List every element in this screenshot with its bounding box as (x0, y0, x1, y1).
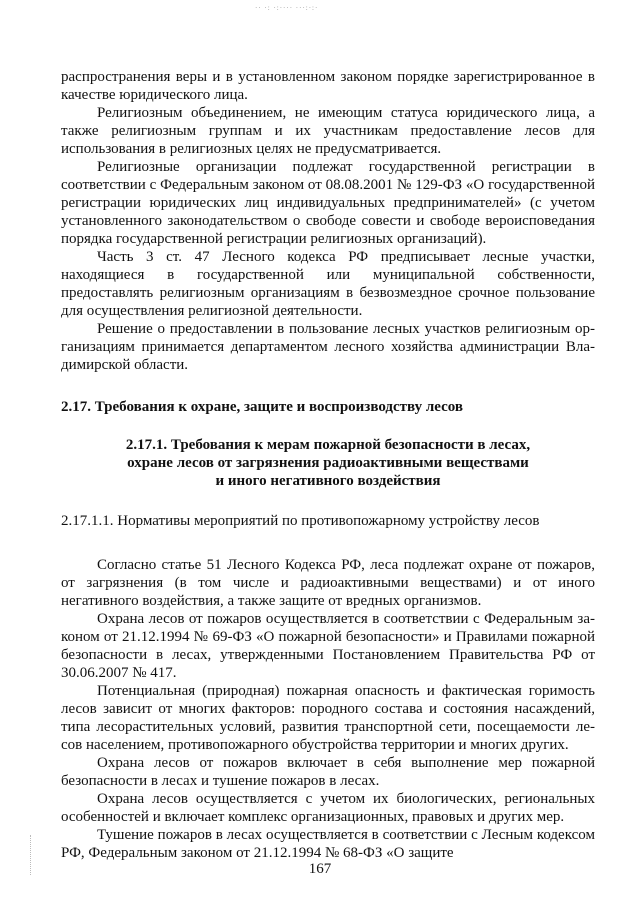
section-heading-2-17: 2.17. Требования к охране, защите и воспроизводству лесов (61, 399, 463, 415)
paragraph: Потенциальная (природная) пожарная опасность и фактическая горимость лесов зависит от многих факторов: породного состава и состояния насаждений, типа лесорастительных условий, развития транспортной сети, посещаемости лесов населением, противопожарного обустройства территории и многих других. (61, 683, 595, 753)
paragraph: Религиозные организации подлежат государственной регистрации в соответствии с Федеральным законом от 08.08.2001 № 129-ФЗ «О государственной регистрации юридических лиц индивидуальных предпринимателей» (с учетом установленного законодательством о свободе совести и свободе вероисповедания порядка государственной регистрации религиозных организаций). (61, 159, 595, 247)
paragraph: Согласно статье 51 Лесного Кодекса РФ, леса подлежат охране от пожаров, от загрязнения (в том числе и радиоактивными веществами) и от иного негативного воздействия, а также защите от вредных организмов. (61, 557, 595, 609)
scan-artifact: ·· ·: ·:···· ···:·:· (255, 4, 319, 12)
heading-line: 2.17.1. Требования к мерам пожарной безопасности в лесах, (125, 437, 531, 453)
paragraph: Охрана лесов осуществляется с учетом их биологических, региональных особенностей и включает комплекс организационных, правовых и других мер. (61, 791, 595, 825)
section-heading-2-17-1-1: 2.17.1.1. Нормативы мероприятий по противопожарному устройству лесов (61, 513, 540, 529)
heading-line: охране лесов от загрязнения радиоактивными веществами (127, 455, 529, 471)
paragraph-continues: Тушение пожаров в лесах осуществляется в соответствии с Лесным кодексом РФ, Федеральным законом от 21.12.1994 № 68-ФЗ «О защите (61, 827, 595, 861)
paragraph: Религиозным объединением, не имеющим статуса юридического лица, а также религиозным группам и их участникам предоставление лесов для использования в религиозных целях не предусматривается. (61, 105, 595, 157)
page-number: 167 (308, 861, 332, 877)
paragraph: Охрана лесов от пожаров осуществляется в соответствии с Федеральным законом от 21.12.1994 № 69-ФЗ «О пожарной безопасности» и Правилами пожарной безопасности в лесах, утвержденными Постановлением Правительства РФ от 30.06.2007 № 417. (61, 611, 595, 681)
page-content (61, 68, 595, 862)
section-heading-2-17-1 (61, 436, 595, 490)
paragraph: Охрана лесов от пожаров включает в себя выполнение мер пожарной безопасности в лесах и тушение пожаров в лесах. (61, 755, 595, 789)
heading-line: и иного негативного воздействия (215, 473, 441, 489)
paragraph-continuation: распространения веры и в установленном законом порядке зарегистрированное в качестве юридического лица. (61, 69, 595, 103)
paragraph: Решение о предоставлении в пользование лесных участков религиозным организациям принимается департаментом лесного хозяйства администрации Владимирской области. (61, 321, 595, 373)
paragraph: Часть 3 ст. 47 Лесного кодекса РФ предписывает лесные участки, находящиеся в государственной или муниципальной собственности, предоставлять религиозным организациям в безвозмездное срочное пользование для осуществления религиозной деятельности. (61, 249, 595, 319)
